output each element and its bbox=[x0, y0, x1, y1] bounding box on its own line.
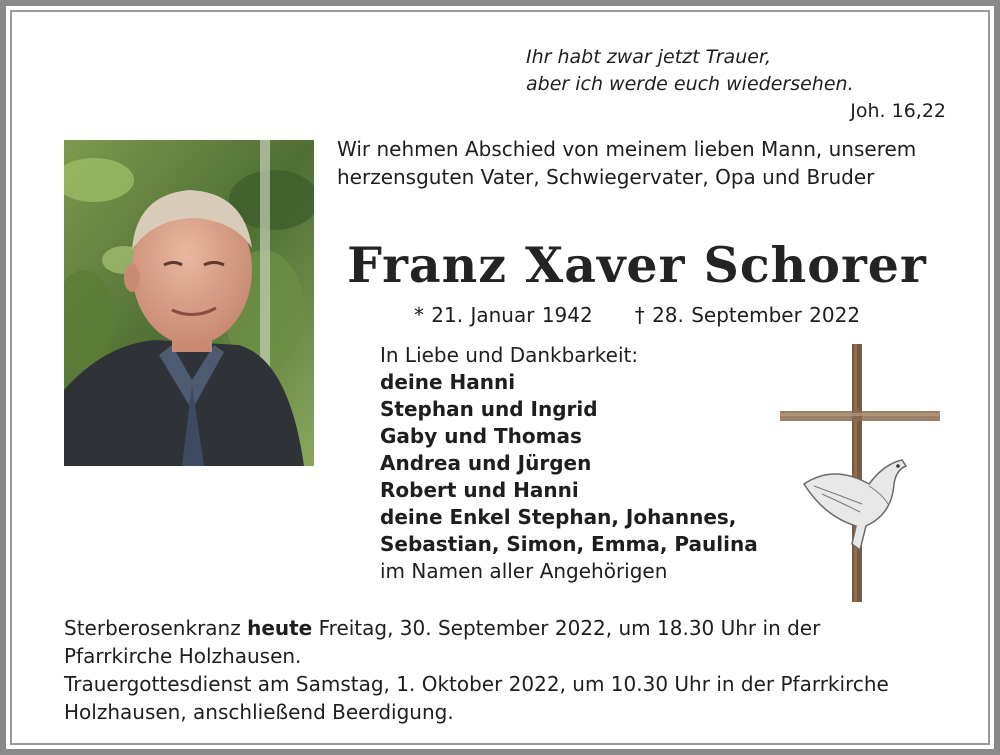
quote-line-2: aber ich werde euch wiedersehen. bbox=[526, 73, 854, 95]
rosary-rest: Freitag, 30. September 2022, um 18.30 Uhr in der bbox=[318, 616, 821, 640]
obituary-frame bbox=[6, 6, 994, 749]
family-closing: im Namen aller Angehörigen bbox=[380, 559, 668, 583]
death-date: † 28. September 2022 bbox=[634, 303, 861, 327]
birth-date: * 21. Januar 1942 bbox=[413, 303, 593, 327]
quote-reference: Joh. 16,22 bbox=[850, 100, 946, 122]
life-dates bbox=[337, 301, 937, 329]
family-heading: In Liebe und Dankbarkeit: bbox=[380, 343, 639, 367]
bible-quote bbox=[526, 44, 946, 125]
quote-line-1: Ihr habt zwar jetzt Trauer, bbox=[526, 46, 772, 68]
family-member: Gaby und Thomas bbox=[380, 424, 582, 448]
family-member: Robert und Hanni bbox=[380, 478, 579, 502]
rosary-prefix: Sterberosenkranz bbox=[64, 616, 241, 640]
family-member: deine Enkel Stephan, Johannes, bbox=[380, 505, 737, 529]
family-member: Sebastian, Simon, Emma, Paulina bbox=[380, 532, 758, 556]
portrait-photo bbox=[64, 140, 314, 466]
family-member: Stephan und Ingrid bbox=[380, 397, 598, 421]
cross-with-dove-icon bbox=[774, 344, 944, 604]
service-line-2: Holzhausen, anschließend Beerdigung. bbox=[64, 700, 454, 724]
portrait-photo-illustration bbox=[64, 140, 314, 466]
service-line-1: Trauergottesdienst am Samstag, 1. Oktober 2022, um 10.30 Uhr in der Pfarrkirche bbox=[64, 672, 889, 696]
rosary-line-2: Pfarrkirche Holzhausen. bbox=[64, 644, 302, 668]
intro-text: Wir nehmen Abschied von meinem lieben Mann, unserem herzensguten Vater, Schwiegervater, Opa und Bruder bbox=[337, 137, 917, 189]
deceased-name: Franz Xaver Schorer bbox=[347, 236, 927, 294]
service-notes bbox=[64, 614, 964, 726]
rosary-emphasis: heute bbox=[247, 616, 313, 640]
family-member: Andrea und Jürgen bbox=[380, 451, 592, 475]
family-list bbox=[380, 342, 800, 585]
rosary-line-1 bbox=[64, 614, 964, 642]
family-member: deine Hanni bbox=[380, 370, 516, 394]
